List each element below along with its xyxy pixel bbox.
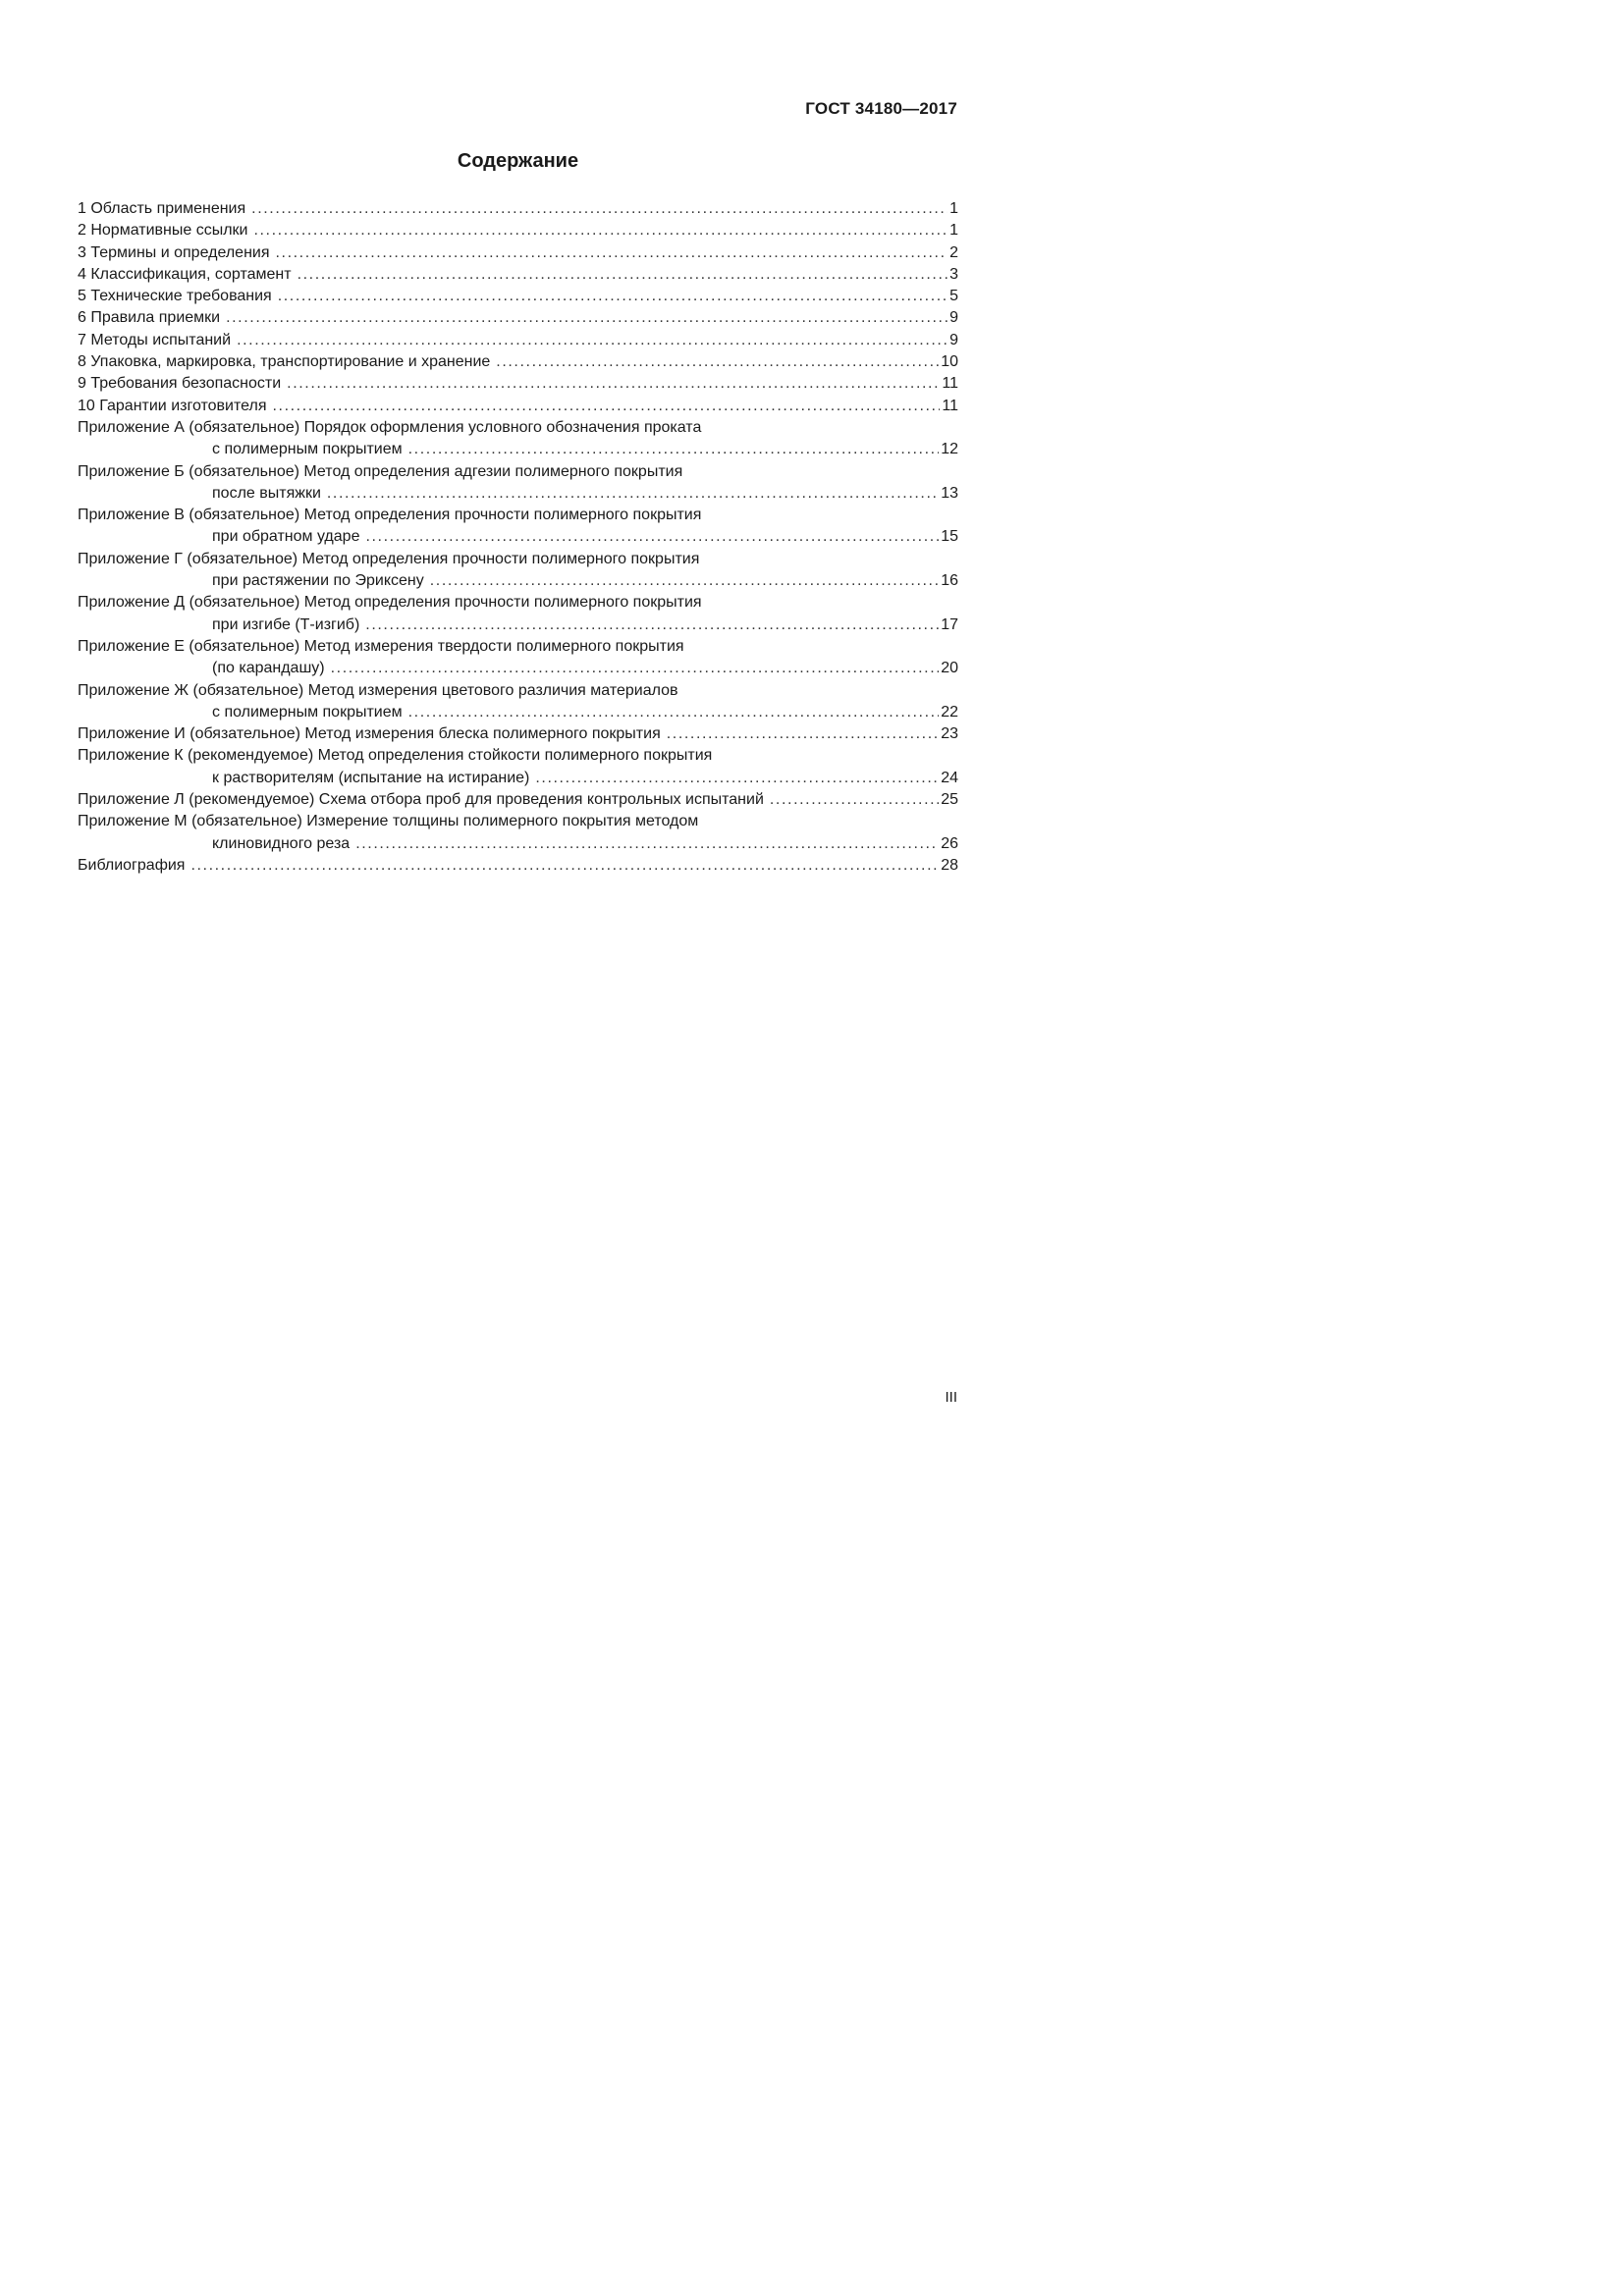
toc-leader-dots	[408, 439, 940, 460]
toc-entry-line	[78, 636, 958, 658]
toc-page-number: 12	[941, 441, 958, 458]
toc-entry[interactable]	[78, 723, 958, 745]
page-number: III	[945, 1389, 957, 1406]
toc-leader-dots	[535, 768, 939, 789]
toc-leader-dots	[365, 526, 939, 548]
toc-leader-dots	[226, 307, 947, 329]
toc-entry-title: к растворителям (испытание на истирание)	[212, 769, 530, 786]
toc-entry-title: при обратном ударе	[212, 528, 360, 546]
toc-entry-title: Приложение Ж (обязательное) Метод измерения цветового различия материалов	[78, 681, 678, 699]
toc-leader-dots	[355, 833, 939, 855]
toc-page-number: 22	[941, 703, 958, 721]
toc-leader-dots	[408, 702, 940, 723]
toc-title: Содержание	[457, 150, 579, 172]
toc-entry-line	[78, 198, 958, 220]
toc-entry-line	[78, 396, 958, 417]
document-code: ГОСТ 34180—2017	[805, 99, 957, 118]
toc-entry-line	[78, 592, 958, 614]
toc-entry[interactable]	[78, 286, 958, 307]
toc-entry[interactable]	[78, 220, 958, 241]
toc-page-number: 1	[949, 200, 958, 217]
toc-entry-line	[78, 439, 958, 460]
toc-page-number: 23	[941, 725, 958, 743]
toc-page-number: 3	[949, 265, 958, 283]
toc-entry[interactable]	[78, 592, 958, 636]
toc-leader-dots	[237, 330, 947, 351]
toc-entry-title: 7 Методы испытаний	[78, 331, 232, 348]
toc-entry[interactable]	[78, 855, 958, 877]
toc-entry-line	[78, 549, 958, 570]
toc-entry-title: Библиография	[78, 856, 186, 874]
toc-entry-line	[78, 483, 958, 505]
toc-entry-title: 6 Правила приемки	[78, 309, 221, 327]
toc-page-number: 24	[941, 769, 958, 786]
toc-entry-title: 2 Нормативные ссылки	[78, 222, 248, 240]
toc-entry-title: Приложение А (обязательное) Порядок оформления условного обозначения проката	[78, 418, 702, 436]
toc-entry[interactable]	[78, 242, 958, 264]
toc-page-number: 5	[949, 288, 958, 305]
toc-entry-line	[78, 417, 958, 439]
toc-entry-title: Приложение Г (обязательное) Метод определения прочности полимерного покрытия	[78, 550, 700, 567]
toc-entry[interactable]	[78, 307, 958, 329]
toc-entry-title: Приложение В (обязательное) Метод определения прочности полимерного покрытия	[78, 507, 702, 524]
toc-entry[interactable]	[78, 351, 958, 373]
toc-entry-title: при растяжении по Эриксену	[212, 572, 424, 590]
toc-entry-line	[78, 505, 958, 526]
toc-entry-title: (по карандашу)	[212, 660, 325, 677]
toc-entry-line	[78, 811, 958, 832]
toc-entry-line	[78, 242, 958, 264]
toc-entry[interactable]	[78, 264, 958, 286]
toc-entry-title: Приложение М (обязательное) Измерение толщины полимерного покрытия методом	[78, 813, 699, 830]
toc-entry[interactable]	[78, 745, 958, 789]
toc-leader-dots	[276, 242, 948, 264]
toc-leader-dots	[365, 614, 939, 636]
toc-entry-title: 5 Технические требования	[78, 288, 272, 305]
toc-leader-dots	[496, 351, 939, 373]
table-of-contents	[78, 198, 958, 877]
toc-leader-dots	[273, 396, 941, 417]
toc-entry-line	[78, 768, 958, 789]
toc-page-number: 25	[941, 791, 958, 809]
toc-entry-line	[78, 702, 958, 723]
toc-leader-dots	[331, 658, 940, 679]
toc-page-number: 1	[949, 222, 958, 240]
toc-entry[interactable]	[78, 505, 958, 549]
toc-entry-line	[78, 658, 958, 679]
toc-entry[interactable]	[78, 680, 958, 724]
toc-entry-line	[78, 264, 958, 286]
toc-entry-line	[78, 286, 958, 307]
toc-entry-line	[78, 526, 958, 548]
toc-entry[interactable]	[78, 373, 958, 395]
toc-entry[interactable]	[78, 198, 958, 220]
toc-entry-title: с полимерным покрытием	[212, 703, 403, 721]
toc-entry-title: 10 Гарантии изготовителя	[78, 397, 267, 414]
toc-page-number: 13	[941, 484, 958, 502]
toc-entry[interactable]	[78, 461, 958, 506]
toc-leader-dots	[327, 483, 939, 505]
toc-leader-dots	[298, 264, 948, 286]
toc-entry[interactable]	[78, 811, 958, 855]
toc-entry-title: после вытяжки	[212, 484, 321, 502]
toc-page-number: 17	[941, 615, 958, 633]
toc-entry[interactable]	[78, 417, 958, 461]
toc-entry-title: Приложение Л (рекомендуемое) Схема отбора проб для проведения контрольных испытаний	[78, 791, 764, 809]
toc-page-number: 2	[949, 243, 958, 261]
toc-page-number: 28	[941, 856, 958, 874]
toc-entry-title: 1 Область применения	[78, 200, 246, 217]
toc-entry-title: с полимерным покрытием	[212, 441, 403, 458]
toc-entry-line	[78, 723, 958, 745]
toc-leader-dots	[770, 789, 939, 811]
toc-entry[interactable]	[78, 789, 958, 811]
toc-entry-title: Приложение Е (обязательное) Метод измерения твердости полимерного покрытия	[78, 637, 684, 655]
toc-entry-line	[78, 745, 958, 767]
toc-page-number: 11	[942, 375, 958, 393]
toc-entry-line	[78, 373, 958, 395]
toc-entry[interactable]	[78, 636, 958, 680]
toc-leader-dots	[430, 570, 939, 592]
toc-page-number: 15	[941, 528, 958, 546]
toc-entry-line	[78, 307, 958, 329]
toc-entry-line	[78, 833, 958, 855]
toc-entry-title: 4 Классификация, сортамент	[78, 265, 292, 283]
toc-page-number: 9	[949, 309, 958, 327]
toc-entry-line	[78, 789, 958, 811]
toc-entry-line	[78, 855, 958, 877]
toc-entry-title: клиновидного реза	[212, 834, 351, 852]
toc-entry-title: Приложение К (рекомендуемое) Метод определения стойкости полимерного покрытия	[78, 747, 713, 765]
toc-entry-line	[78, 461, 958, 483]
toc-entry[interactable]	[78, 396, 958, 417]
toc-page-number: 10	[941, 353, 958, 371]
toc-page-number: 20	[941, 660, 958, 677]
toc-entry-title: Приложение Д (обязательное) Метод определения прочности полимерного покрытия	[78, 594, 702, 612]
toc-page-number: 16	[941, 572, 958, 590]
toc-entry-line	[78, 220, 958, 241]
toc-entry-title: Приложение Б (обязательное) Метод определения адгезии полимерного покрытия	[78, 462, 683, 480]
toc-page-number: 11	[942, 397, 958, 414]
toc-entry-line	[78, 330, 958, 351]
toc-page-number: 26	[941, 834, 958, 852]
toc-entry-title: 8 Упаковка, маркировка, транспортирование и хранение	[78, 353, 491, 371]
toc-entry-line	[78, 680, 958, 702]
toc-page-number: 9	[949, 331, 958, 348]
toc-entry-title: 9 Требования безопасности	[78, 375, 282, 393]
toc-leader-dots	[190, 855, 939, 877]
toc-entry-title: 3 Термины и определения	[78, 243, 270, 261]
toc-leader-dots	[278, 286, 947, 307]
toc-entry-title: при изгибе (Т-изгиб)	[212, 615, 360, 633]
toc-leader-dots	[287, 373, 940, 395]
toc-leader-dots	[667, 723, 939, 745]
toc-entry-line	[78, 351, 958, 373]
toc-entry[interactable]	[78, 549, 958, 593]
toc-entry-line	[78, 570, 958, 592]
toc-entry-title: Приложение И (обязательное) Метод измерения блеска полимерного покрытия	[78, 725, 661, 743]
toc-entry[interactable]	[78, 330, 958, 351]
toc-leader-dots	[251, 198, 947, 220]
toc-entry-line	[78, 614, 958, 636]
toc-leader-dots	[253, 220, 947, 241]
